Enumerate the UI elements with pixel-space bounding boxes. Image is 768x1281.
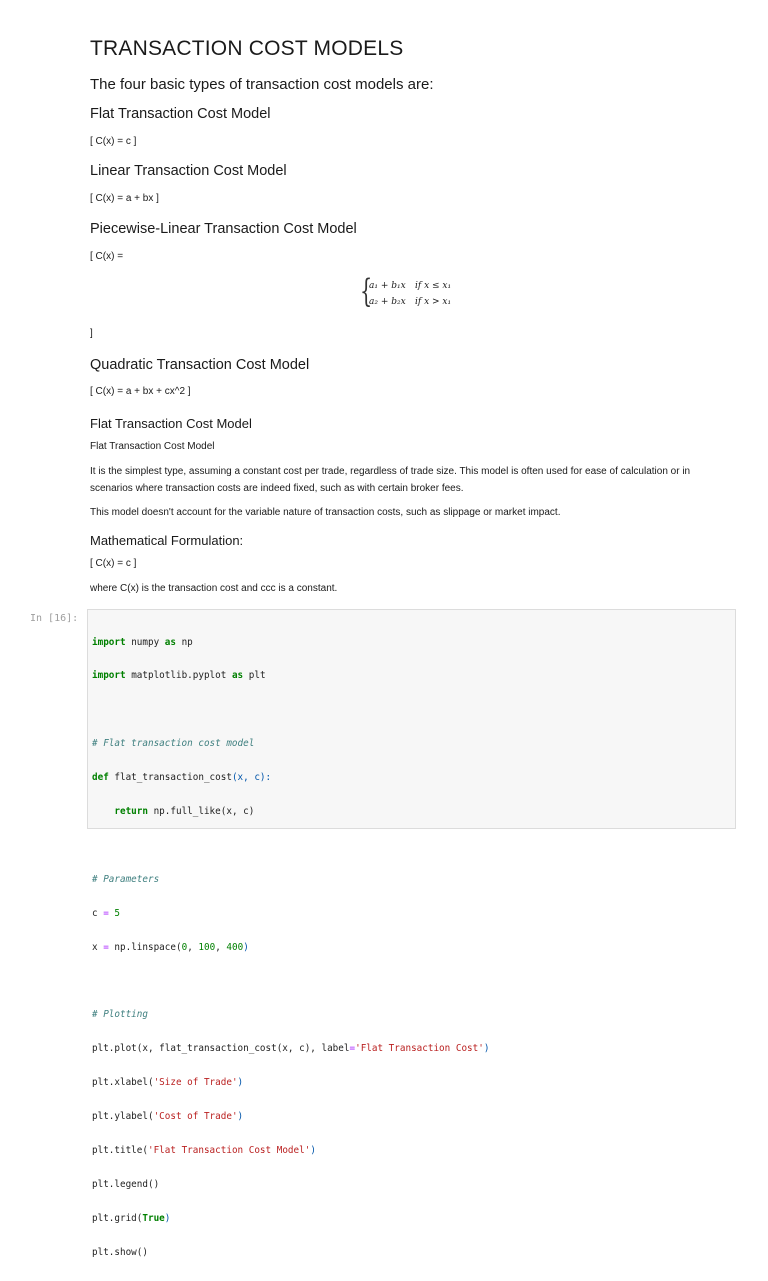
formula-linear: [ C(x) = a + bx ] xyxy=(90,193,159,204)
code-line xyxy=(92,1111,489,1122)
kw-as: as xyxy=(231,670,244,682)
number: 100 xyxy=(198,941,216,953)
heading-flat-detail: Flat Transaction Cost Model xyxy=(90,416,252,431)
code-line xyxy=(92,738,489,749)
paren: ) xyxy=(237,1077,244,1089)
code-editor[interactable] xyxy=(92,614,489,1281)
formula-flat: [ C(x) = c ] xyxy=(90,136,137,147)
call: np.linspace( xyxy=(108,941,182,953)
code-line xyxy=(92,1247,489,1258)
code-line xyxy=(92,874,489,885)
paren: ) xyxy=(164,1212,171,1224)
string: 'Flat Transaction Cost' xyxy=(355,1043,484,1055)
code-line xyxy=(92,1077,489,1088)
paren: ) xyxy=(483,1043,490,1055)
operator: = xyxy=(349,1043,356,1055)
code-line xyxy=(92,806,489,817)
piecewise-case-1 xyxy=(369,281,452,291)
variable: c xyxy=(92,907,104,919)
call: plt.legend() xyxy=(92,1178,160,1190)
paren: ) xyxy=(243,941,249,953)
call: plt.plot(x, flat_transaction_cost(x, c), label xyxy=(92,1043,350,1055)
comma: , xyxy=(187,941,199,953)
left-brace: { xyxy=(360,272,373,310)
code-line-blank xyxy=(92,976,489,987)
alias: plt xyxy=(243,670,266,682)
code-line xyxy=(92,1145,489,1156)
heading-math-formulation: Mathematical Formulation: xyxy=(90,533,244,548)
heading-quadratic-model: Quadratic Transaction Cost Model xyxy=(90,357,310,373)
kw-import: import xyxy=(92,636,126,648)
paren: ) xyxy=(237,1111,244,1123)
code-line xyxy=(92,1213,489,1224)
code-line xyxy=(92,1043,489,1054)
module-name: matplotlib.pyplot xyxy=(125,670,232,682)
page-title: TRANSACTION COST MODELS xyxy=(90,37,404,60)
case-2-expression: a₂ + b₂x xyxy=(369,297,406,307)
string: 'Flat Transaction Cost Model' xyxy=(147,1144,311,1156)
kw-return: return xyxy=(114,806,148,818)
operator: = xyxy=(103,941,109,953)
code-line xyxy=(92,670,489,681)
call: plt.ylabel( xyxy=(92,1111,154,1123)
code-line xyxy=(92,637,489,648)
paragraph-description: It is the simplest type, assuming a constant cost per trade, regardless of trade size. This model is often used for ease of calculation or in scenarios where transaction costs are indeed fixed, such as with certain broker fees. xyxy=(90,466,691,494)
heading-piecewise-model: Piecewise-Linear Transaction Cost Model xyxy=(90,221,357,237)
code-line-blank xyxy=(92,704,489,715)
piecewise-case-2 xyxy=(369,297,452,307)
operator: = xyxy=(103,907,109,919)
function-args: (x, c): xyxy=(231,772,272,784)
comment: # Parameters xyxy=(92,873,160,885)
intro-text: The four basic types of transaction cost models are: xyxy=(90,76,434,93)
paragraph-limitation: This model doesn't account for the variable nature of transaction costs, such as slippage or market impact. xyxy=(90,507,561,518)
comment: # Plotting xyxy=(92,1009,148,1021)
number: 5 xyxy=(108,907,121,919)
heading-linear-model: Linear Transaction Cost Model xyxy=(90,163,287,179)
number: 0 xyxy=(181,941,188,953)
case-2-condition: if x > x₁ xyxy=(415,297,452,307)
kw-true: True xyxy=(142,1212,165,1224)
number: 400 xyxy=(226,941,244,953)
call: plt.xlabel( xyxy=(92,1077,154,1089)
string: 'Size of Trade' xyxy=(153,1077,238,1089)
return-expression: np.full_like(x, c) xyxy=(147,806,255,818)
code-line xyxy=(92,772,489,783)
comma: , xyxy=(215,941,227,953)
call: plt.grid( xyxy=(92,1212,143,1224)
code-line xyxy=(92,942,489,953)
kw-import: import xyxy=(92,670,126,682)
code-line xyxy=(92,908,489,919)
comment: # Flat transaction cost model xyxy=(92,738,255,750)
formula-piecewise-open: [ C(x) = xyxy=(90,251,124,262)
module-name: numpy xyxy=(125,636,165,648)
code-cell[interactable] xyxy=(87,609,736,1258)
kw-as: as xyxy=(164,636,176,648)
paren: ) xyxy=(310,1144,316,1156)
kw-def: def xyxy=(92,772,109,784)
piecewise-equation xyxy=(360,272,470,318)
code-line-blank xyxy=(92,840,489,851)
formula-math: [ C(x) = c ] xyxy=(90,558,137,569)
formula-quadratic: [ C(x) = a + bx + cx^2 ] xyxy=(90,386,191,397)
alias: np xyxy=(175,636,193,648)
where-text: where C(x) is the transaction cost and ccc is a constant. xyxy=(90,583,338,594)
string: 'Cost of Trade' xyxy=(153,1111,238,1123)
cell-prompt: In [16]: xyxy=(30,613,79,624)
formula-piecewise-close: ] xyxy=(90,328,93,339)
call: plt.title( xyxy=(92,1144,148,1156)
function-name: flat_transaction_cost xyxy=(108,772,232,784)
code-line xyxy=(92,1179,489,1190)
variable: x xyxy=(92,941,104,953)
heading-flat-model: Flat Transaction Cost Model xyxy=(90,106,271,122)
call: plt.show() xyxy=(92,1246,148,1258)
case-1-condition: if x ≤ x₁ xyxy=(415,281,452,291)
subheading-flat-detail: Flat Transaction Cost Model xyxy=(90,441,215,452)
case-1-expression: a₁ + b₁x xyxy=(369,281,406,291)
code-line xyxy=(92,1009,489,1020)
